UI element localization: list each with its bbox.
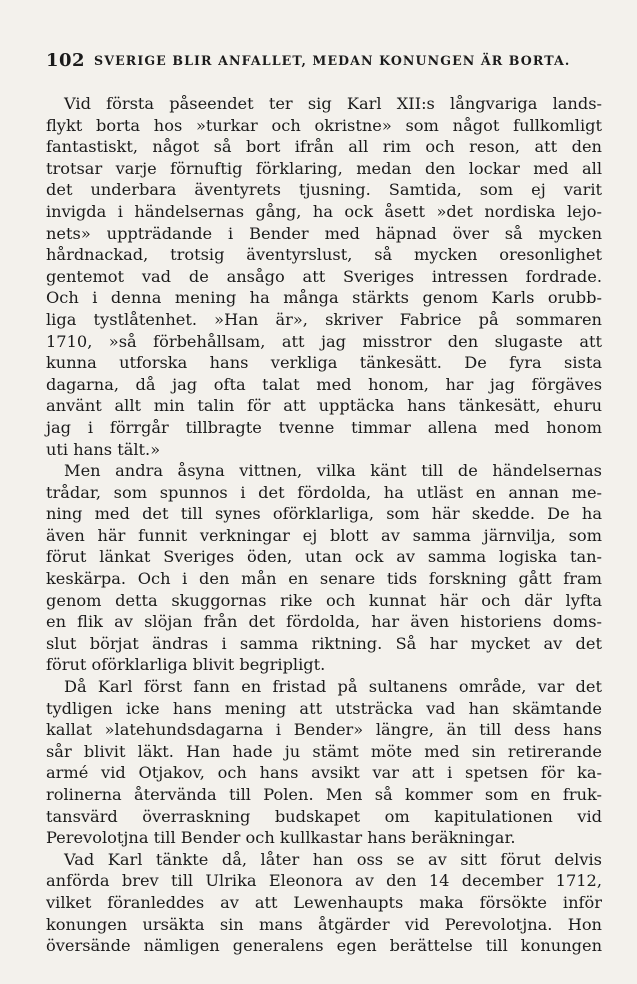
text-line: även här funnit verkningar ej blott av samma järnvilja, som [46,525,602,545]
text-line: uti hans tält.» [46,439,161,459]
text-line: flykt borta hos »turkar och okristne» som något fullkomligt [46,115,602,135]
body-text [46,93,602,957]
text-line: förut oförklarliga blivit begripligt. [46,655,326,675]
text-line: kallat »latehundsdagarna i Bender» längre, än till dess hans [46,720,602,740]
text-line: konungen ursäkta sin mans åtgärder vid Perevolotjna. Hon [46,914,602,934]
text-line: slut börjat ändras i samma riktning. Så har mycket av det [46,633,602,653]
page-number: 102 [46,50,86,71]
text-line: Perevolotjna till Bender och kullkastar hans beräkningar. [46,828,516,848]
text-line: gentemot vad de ansågo att Sveriges intressen fordrade. [46,266,602,286]
text-line: nets» uppträdande i Bender med häpnad över så mycken [46,223,602,243]
text-line: dagarna, då jag ofta talat med honom, har jag förgäves [46,374,602,394]
running-title: SVERIGE BLIR ANFALLET, MEDAN KONUNGEN ÄR BORTA. [94,53,571,68]
text-line: översände nämligen generalens egen berättelse till konungen [46,936,602,956]
text-line: använt allt min talin för att upptäcka hans tänkesätt, ehuru [46,396,602,416]
text-line: tansvärd överraskning budskapet om kapitulationen vid [46,806,602,826]
text-line: fantastiskt, något så bort ifrån all rim och reson, att den [46,137,602,157]
text-line: sår blivit läkt. Han hade ju stämt möte med sin retirerande [46,741,602,761]
text-line: Vad Karl tänkte då, låter han oss se av sitt förut delvis [64,849,602,869]
text-line: keskärpa. Och i den mån en senare tids forskning gått fram [46,569,602,589]
text-line: Vid första påseendet ter sig Karl XII:s långvariga lands- [64,94,602,113]
text-line: kunna utforska hans verkliga tänkesätt. De fyra sista [46,353,602,373]
text-line: Och i denna mening ha många stärkts genom Karls orubb- [46,288,602,308]
running-head [46,50,606,74]
text-line: vilket föranleddes av att Lewenhaupts maka försökte inför [46,892,602,912]
text-line: det underbara äventyrets tjusning. Samtida, som ej varit [46,180,602,200]
text-line: 1710, »så förbehållsam, att jag misstror den slugaste att [46,331,602,351]
text-line: en flik av slöjan från det fördolda, har även historiens doms- [46,612,602,632]
text-line: liga tystlåtenhet. »Han är», skriver Fabrice på sommaren [46,309,602,329]
text-line: ning med det till synes oförklarliga, som här skedde. De ha [46,504,602,524]
text-line: rolinerna återvända till Polen. Men så kommer som en fruk- [46,785,602,804]
text-line: tydligen icke hans mening att utsträcka vad han skämtande [46,698,602,718]
text-line: genom detta skuggornas rike och kunnat här och där lyfta [46,590,602,610]
text-line: invigda i händelsernas gång, ha ock åsett »det nordiska lejo- [46,201,602,221]
text-line: förut länkat Sveriges öden, utan ock av samma logiska tan- [46,547,602,567]
text-line: trådar, som spunnos i det fördolda, ha utläst en annan me- [46,482,602,502]
text-line: Men andra åsyna vittnen, vilka känt till de händelsernas [64,461,602,481]
text-line: Då Karl först fann en fristad på sultanens område, var det [64,677,602,697]
text-line: anförda brev till Ulrika Eleonora av den 14 december 1712, [46,871,602,891]
text-line: jag i förrgår tillbragte tvenne timmar allena med honom [46,417,602,437]
text-line: hårdnackad, trotsig äventyrslust, så mycken oresonlighet [46,245,602,265]
text-line: armé vid Otjakov, och hans avsikt var att i spetsen för ka- [46,763,602,783]
text-line: trotsar varje förnuftig förklaring, medan den lockar med all [46,158,602,178]
